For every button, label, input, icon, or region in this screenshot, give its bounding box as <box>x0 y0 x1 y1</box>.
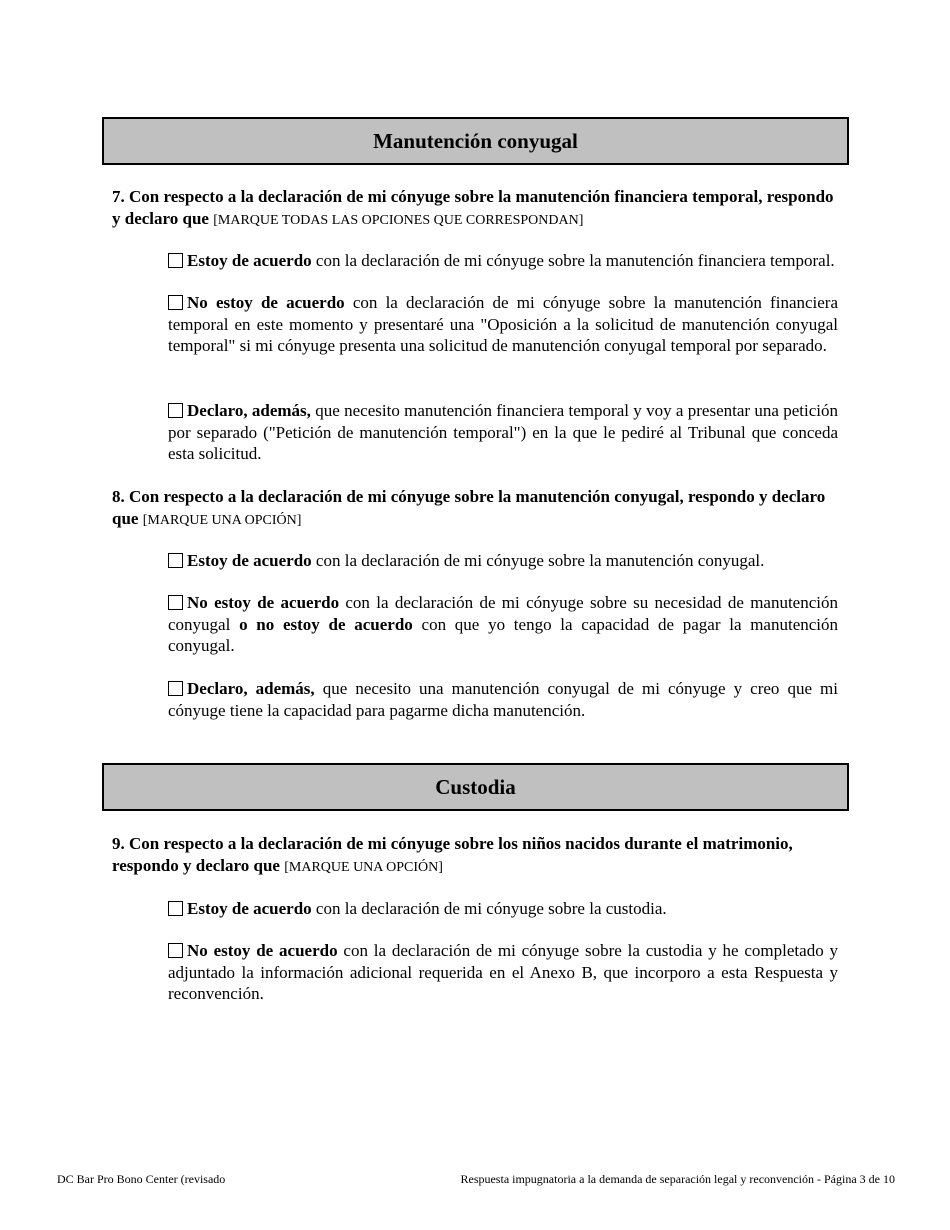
option-text: con la declaración de mi cónyuge sobre su necesidad de manutención conyugal <box>168 593 839 634</box>
question-instruction: [MARQUE UNA OPCIÓN] <box>284 859 443 875</box>
q7-option-disagree <box>168 292 838 357</box>
option-lead: Estoy de acuerdo <box>187 899 312 918</box>
option-lead-secondary: o no estoy de acuerdo <box>239 614 413 634</box>
question-instruction: [MARQUE UNA OPCIÓN] <box>142 512 302 528</box>
checkbox[interactable] <box>168 901 183 916</box>
section-header-custody <box>102 763 849 811</box>
option-text: con la declaración de mi cónyuge sobre la manutención financiera temporal en este momento y presentaré una "Oposición a la solicitud de manutención conyugal temporal" si mi cónyuge presenta una solicitud de manutención conyugal temporal por separado. <box>168 293 839 355</box>
question-text: 7. Con respecto a la declaración de mi cónyuge sobre la manutención financiera temporal, respondo y declaro que <box>112 187 834 228</box>
checkbox[interactable] <box>168 553 183 568</box>
footer-left: DC Bar Pro Bono Center (revisado <box>57 1172 226 1186</box>
question-9 <box>112 833 842 878</box>
checkbox[interactable] <box>168 681 183 696</box>
option-text: con la declaración de mi cónyuge sobre la custodia y he completado y adjuntado la información adicional requerida en el Anexo B, que incorporo a esta Respuesta y reconvención. <box>168 941 839 1003</box>
q8-option-declare <box>168 678 838 721</box>
option-lead: Estoy de acuerdo <box>187 251 312 270</box>
section-title: Custodia <box>435 774 516 799</box>
q7-option-agree <box>168 250 908 272</box>
question-instruction: [MARQUE TODAS LAS OPCIONES QUE CORRESPONDAN] <box>213 212 584 228</box>
checkbox[interactable] <box>168 253 183 268</box>
section-header-spousal-support <box>102 117 849 165</box>
q9-option-agree <box>168 898 908 920</box>
option-text: con la declaración de mi cónyuge sobre la manutención financiera temporal. <box>315 251 835 270</box>
footer-right: Respuesta impugnatoria a la demanda de separación legal y reconvención - Página 3 de 10 <box>460 1172 895 1186</box>
question-text: 8. Con respecto a la declaración de mi cónyuge sobre la manutención conyugal, respondo y declaro que <box>112 487 826 528</box>
option-text: con la declaración de mi cónyuge sobre la manutención conyugal. <box>315 551 765 570</box>
option-text: que necesito una manutención conyugal de mi cónyuge y creo que mi cónyuge tiene la capacidad para pagarme dicha manutención. <box>168 679 838 720</box>
option-lead: Estoy de acuerdo <box>187 551 312 570</box>
question-text: 9. Con respecto a la declaración de mi cónyuge sobre los niños nacidos durante el matrimonio, respondo y declaro que <box>112 834 793 875</box>
option-lead: Declaro, además, <box>187 679 315 698</box>
option-text-secondary: con que yo tengo la capacidad de pagar la manutención conyugal. <box>168 614 839 655</box>
checkbox[interactable] <box>168 295 183 310</box>
q7-option-declare <box>168 400 838 465</box>
question-7 <box>112 186 842 231</box>
option-text: que necesito manutención financiera temporal y voy a presentar una petición por separado ("Petición de manutención temporal") en la que le pediré al Tribunal que conceda esta solicitud. <box>168 401 839 463</box>
option-lead: No estoy de acuerdo <box>187 293 345 312</box>
q8-option-disagree <box>168 592 838 657</box>
q9-option-disagree <box>168 940 838 1005</box>
question-8 <box>112 486 842 531</box>
section-title: Manutención conyugal <box>373 128 578 153</box>
checkbox[interactable] <box>168 943 183 958</box>
option-text: con la declaración de mi cónyuge sobre la custodia. <box>315 899 667 918</box>
option-lead: No estoy de acuerdo <box>187 593 340 612</box>
checkbox[interactable] <box>168 595 183 610</box>
checkbox[interactable] <box>168 403 183 418</box>
option-lead: No estoy de acuerdo <box>187 941 338 960</box>
q8-option-agree <box>168 550 908 572</box>
option-lead: Declaro, además, <box>187 401 311 420</box>
